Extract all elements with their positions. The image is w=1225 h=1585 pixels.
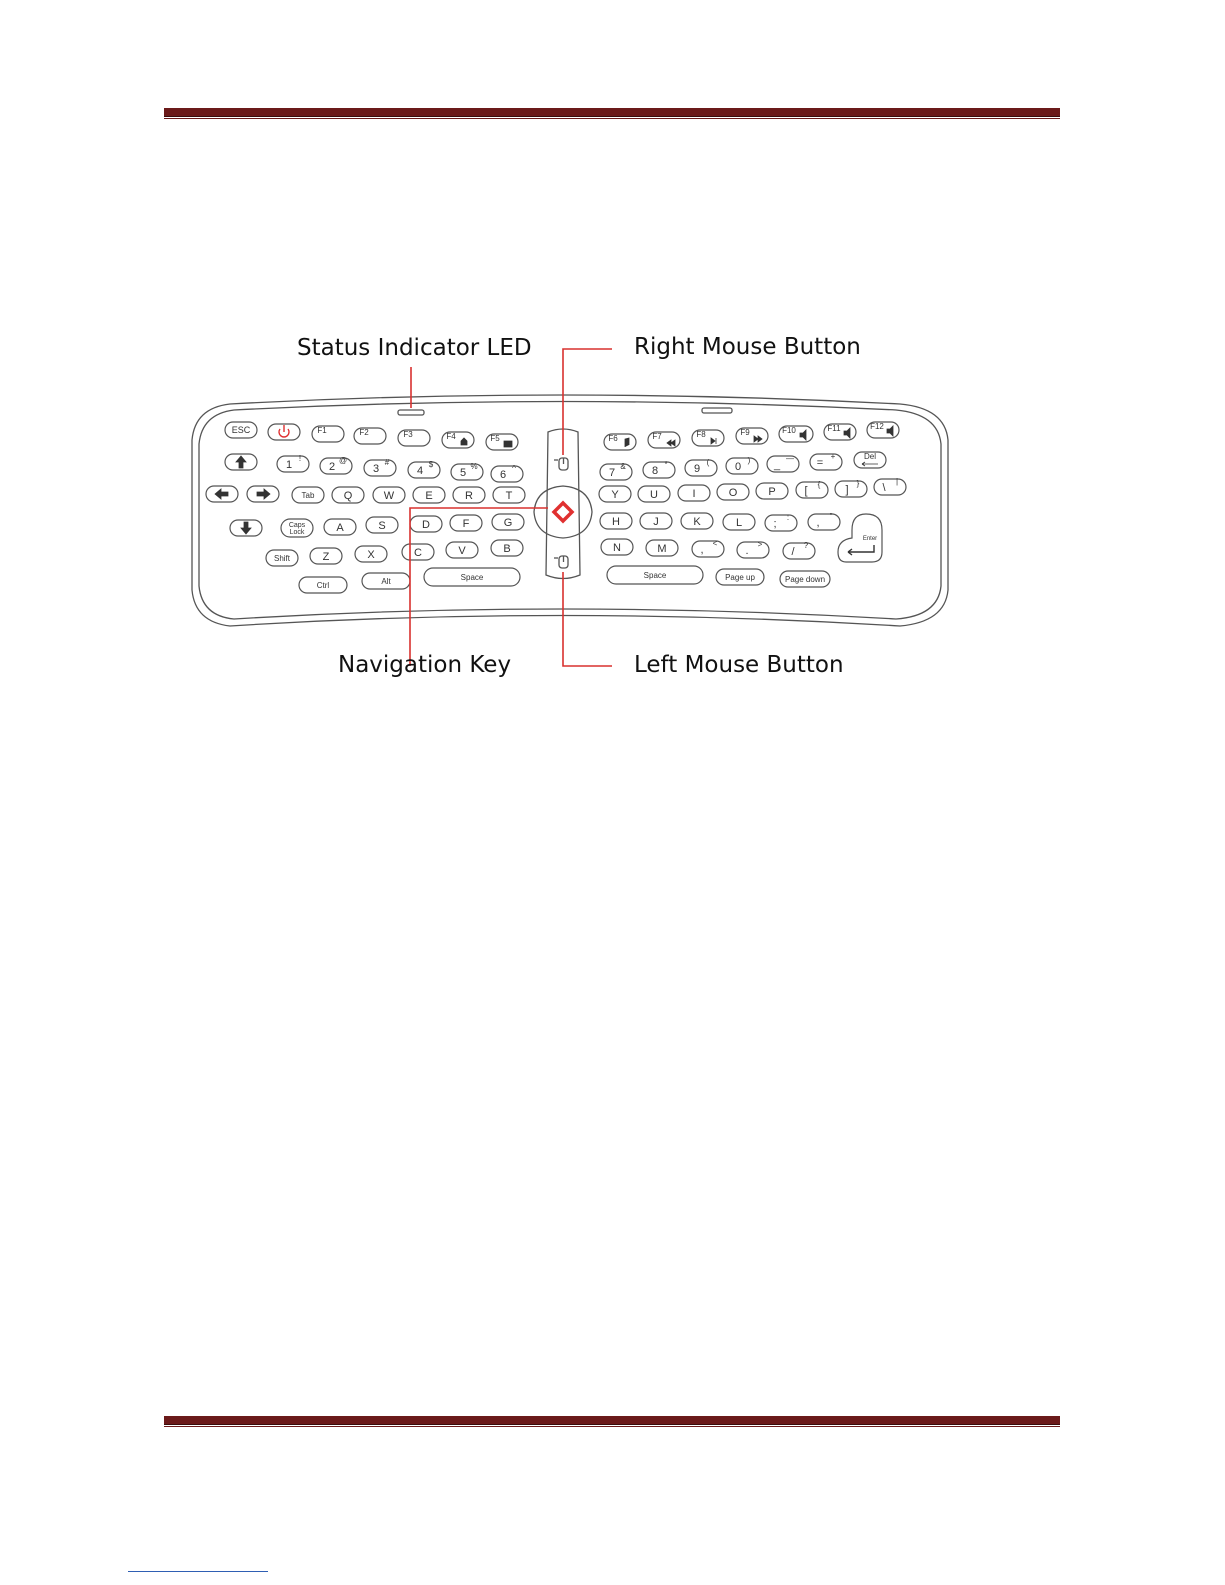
j-key-label: J <box>653 516 659 528</box>
digit-2-key-secondary-label: @ <box>338 456 348 465</box>
s-key[interactable] <box>366 517 398 533</box>
comma-key-secondary-label: < <box>712 539 718 548</box>
f7-key-label: F7 <box>652 432 662 441</box>
left-bracket-key-secondary-label: { <box>817 480 821 489</box>
u-key-label: U <box>650 489 658 501</box>
a-key[interactable] <box>324 519 356 535</box>
callout-status-led: Status Indicator LED <box>297 335 532 361</box>
alt-key-label: Alt <box>381 577 391 586</box>
page-up-key-label: Page up <box>725 573 755 582</box>
f4-key-label: F4 <box>446 432 456 441</box>
ctrl-key-label: Ctrl <box>316 581 330 590</box>
digit-8-key-secondary-label: * <box>664 460 668 469</box>
digit-9-key-secondary-label: ( <box>706 458 710 467</box>
r-key-label: R <box>465 490 473 502</box>
home-icon <box>461 438 467 445</box>
w-key[interactable] <box>373 487 405 503</box>
equal-key-secondary-label: + <box>830 452 836 461</box>
h-key[interactable] <box>600 513 632 529</box>
digit-6-key-secondary-label: ^ <box>512 464 516 473</box>
f2-key-label: F2 <box>359 428 369 437</box>
a-key-label: A <box>336 522 344 534</box>
digit-2-key[interactable] <box>320 456 352 474</box>
f6-key-label: F6 <box>608 434 618 443</box>
minus-key[interactable] <box>767 454 799 472</box>
ctrl-key[interactable] <box>299 577 347 593</box>
f10-key-label: F10 <box>782 426 796 435</box>
arrow-down-icon <box>241 522 251 534</box>
digit-8-key-label: 8 <box>651 465 659 477</box>
i-key[interactable] <box>678 485 710 501</box>
caps-lock-key-label: Caps <box>288 522 306 529</box>
shift-key-label: Shift <box>273 554 291 563</box>
k-key-label: K <box>693 516 701 528</box>
slash-key[interactable] <box>783 541 815 559</box>
volume-up-icon <box>887 426 893 436</box>
t-key[interactable] <box>493 487 525 503</box>
slash-key-secondary-label: ? <box>803 541 809 550</box>
f5-key[interactable] <box>486 434 518 450</box>
equal-key[interactable] <box>810 452 842 470</box>
i-key-label: I <box>692 488 696 500</box>
space-key-right-label: Space <box>643 571 667 580</box>
power-key[interactable] <box>268 424 300 440</box>
arrow-up-icon <box>236 456 246 468</box>
h-key-label: H <box>612 516 620 528</box>
tab-key[interactable] <box>292 487 324 503</box>
q-key[interactable] <box>332 487 364 503</box>
digit-3-key-label: 3 <box>372 463 380 475</box>
semicolon-key-secondary-label: : <box>786 513 790 522</box>
mail-icon <box>504 441 512 447</box>
f3-key-label: F3 <box>403 430 413 439</box>
digit-3-key[interactable] <box>364 458 396 476</box>
space-key-left[interactable] <box>424 568 520 586</box>
e-key[interactable] <box>413 487 445 503</box>
slash-key-label: / <box>791 546 795 558</box>
z-key[interactable] <box>310 548 342 564</box>
digit-5-key[interactable] <box>451 462 483 480</box>
right-bracket-key-label: ] <box>845 484 849 496</box>
rewind-icon <box>667 440 675 446</box>
f8-key[interactable] <box>692 430 724 446</box>
x-key-label: X <box>367 549 375 561</box>
g-key[interactable] <box>492 514 524 530</box>
f6-key[interactable] <box>604 434 636 450</box>
esc-key-label: ESC <box>231 425 251 435</box>
x-key[interactable] <box>355 546 387 562</box>
k-key[interactable] <box>681 513 713 529</box>
period-key-label: . <box>745 545 749 557</box>
digit-4-key-label: 4 <box>416 465 424 477</box>
comma-key[interactable] <box>692 539 724 557</box>
fast-forward-icon <box>754 436 762 442</box>
digit-9-key-label: 9 <box>693 463 701 475</box>
f12-key[interactable] <box>867 422 899 438</box>
enter-arrow-icon <box>848 545 874 555</box>
w-key-label: W <box>383 490 395 502</box>
p-key-label: P <box>768 486 776 498</box>
f5-key-label: F5 <box>490 434 500 443</box>
callout-left-mouse-button: Left Mouse Button <box>634 652 844 678</box>
c-key[interactable] <box>402 544 434 560</box>
m-key-label: M <box>657 543 667 555</box>
left-bracket-key[interactable] <box>796 480 828 498</box>
digit-4-key[interactable] <box>408 460 440 478</box>
digit-0-key-secondary-label: ) <box>747 456 751 465</box>
digit-7-key-secondary-label: & <box>620 462 626 471</box>
f9-key[interactable] <box>736 428 768 444</box>
m-key[interactable] <box>646 540 678 556</box>
digit-2-key-label: 2 <box>328 461 336 473</box>
backspace-arrow-icon <box>862 462 878 466</box>
y-key-label: Y <box>611 489 619 501</box>
digit-0-key[interactable] <box>726 456 758 474</box>
left-bracket-key-label: [ <box>804 485 808 497</box>
arrow-left-icon <box>215 489 228 499</box>
f-key[interactable] <box>450 515 482 531</box>
music-note-icon <box>625 438 629 447</box>
enter-key[interactable] <box>838 514 882 562</box>
digit-5-key-secondary-label: % <box>470 462 478 471</box>
t-key-label: T <box>505 490 513 502</box>
digit-6-key-label: 6 <box>499 469 507 481</box>
arrow-right-key[interactable] <box>247 486 279 502</box>
digit-3-key-secondary-label: # <box>384 458 390 467</box>
o-key-label: O <box>728 487 738 499</box>
arrow-right-icon <box>257 489 270 499</box>
page-down-key[interactable] <box>780 571 830 587</box>
p-key[interactable] <box>756 483 788 499</box>
shift-key[interactable] <box>266 550 298 566</box>
f10-key[interactable] <box>779 426 813 442</box>
navigation-key[interactable] <box>534 486 592 538</box>
f9-key-label: F9 <box>740 428 750 437</box>
digit-1-key[interactable] <box>277 454 309 472</box>
minus-key-secondary-label: — <box>786 454 794 463</box>
play-pause-icon <box>711 438 716 444</box>
alt-key[interactable] <box>362 573 410 589</box>
right-bracket-key[interactable] <box>835 479 867 497</box>
page-up-key[interactable] <box>716 569 764 585</box>
navigation-key-diamond-icon <box>554 503 572 521</box>
g-key-label: G <box>503 517 513 529</box>
digit-1-key-label: 1 <box>285 459 293 471</box>
quote-key-secondary-label: " <box>829 512 833 521</box>
left-mouse-button[interactable] <box>554 556 568 568</box>
d-key[interactable] <box>410 516 442 532</box>
e-key-label: E <box>425 490 433 502</box>
n-key-label: N <box>613 542 621 554</box>
b-key-label: B <box>503 543 511 555</box>
f1-key[interactable] <box>312 426 344 442</box>
v-key[interactable] <box>446 542 478 558</box>
j-key[interactable] <box>640 513 672 529</box>
backslash-key-label: \ <box>882 482 886 494</box>
f2-key[interactable] <box>354 428 386 444</box>
q-key-label: Q <box>343 490 353 502</box>
semicolon-key-label: ; <box>773 518 777 530</box>
arrow-up-key[interactable] <box>225 454 257 470</box>
comma-key-label: , <box>700 544 704 556</box>
page-down-key-label: Page down <box>784 575 826 584</box>
l-key[interactable] <box>723 514 755 530</box>
delete-key-label: Del <box>863 452 877 461</box>
side-slot <box>702 408 732 413</box>
backslash-key[interactable] <box>874 477 906 495</box>
b-key[interactable] <box>491 540 523 556</box>
mute-icon <box>800 430 806 440</box>
delete-key[interactable] <box>854 452 886 468</box>
callout-navigation-key: Navigation Key <box>338 652 512 678</box>
f11-key[interactable] <box>824 424 856 440</box>
digit-0-key-label: 0 <box>734 461 742 473</box>
digit-1-key-secondary-label: ! <box>298 454 302 463</box>
y-key[interactable] <box>599 486 631 502</box>
f-key-label: F <box>462 518 470 530</box>
backslash-key-secondary-label: | <box>895 477 899 486</box>
f12-key-label: F12 <box>870 422 884 431</box>
n-key[interactable] <box>601 539 633 555</box>
f8-key-label: F8 <box>696 430 706 439</box>
semicolon-key[interactable] <box>765 513 797 531</box>
digit-4-key-secondary-label: $ <box>428 460 434 469</box>
f4-key[interactable] <box>442 432 474 448</box>
quote-key[interactable] <box>808 512 840 530</box>
period-key-secondary-label: > <box>757 540 763 549</box>
f7-key[interactable] <box>648 432 680 448</box>
equal-key-label: = <box>816 457 824 469</box>
f11-key-label: F11 <box>827 424 841 433</box>
caps-lock-key-label-2: Lock <box>289 529 305 536</box>
callout-right-mouse-button: Right Mouse Button <box>634 334 861 360</box>
arrow-left-key[interactable] <box>206 486 238 502</box>
u-key[interactable] <box>638 486 670 502</box>
esc-key[interactable] <box>225 422 257 438</box>
v-key-label: V <box>458 545 466 557</box>
f1-key-label: F1 <box>317 426 327 435</box>
digit-7-key[interactable] <box>600 462 632 480</box>
volume-down-icon <box>844 428 850 438</box>
digit-8-key[interactable] <box>643 460 675 478</box>
minus-key-label: _ <box>773 459 781 471</box>
enter-key-label: Enter <box>862 536 878 542</box>
digit-5-key-label: 5 <box>459 467 467 479</box>
quote-key-label: , <box>816 517 820 529</box>
tab-key-label: Tab <box>301 491 315 500</box>
right-mouse-button[interactable] <box>554 458 568 470</box>
space-key-left-label: Space <box>460 573 484 582</box>
right-bracket-key-secondary-label: } <box>856 479 860 488</box>
d-key-label: D <box>422 519 430 531</box>
o-key[interactable] <box>717 484 749 500</box>
arrow-down-key[interactable] <box>230 520 262 536</box>
status-led <box>398 410 424 415</box>
l-key-label: L <box>735 517 743 529</box>
digit-9-key[interactable] <box>685 458 717 476</box>
callout-line-left-mouse <box>563 572 612 666</box>
f3-key[interactable] <box>398 430 430 446</box>
s-key-label: S <box>378 520 386 532</box>
space-key-right[interactable] <box>607 566 703 584</box>
digit-6-key[interactable] <box>491 464 523 482</box>
caps-lock-key[interactable] <box>281 519 313 537</box>
r-key[interactable] <box>453 487 485 503</box>
c-key-label: C <box>414 547 422 559</box>
digit-7-key-label: 7 <box>608 467 616 479</box>
period-key[interactable] <box>737 540 769 558</box>
z-key-label: Z <box>322 551 330 563</box>
